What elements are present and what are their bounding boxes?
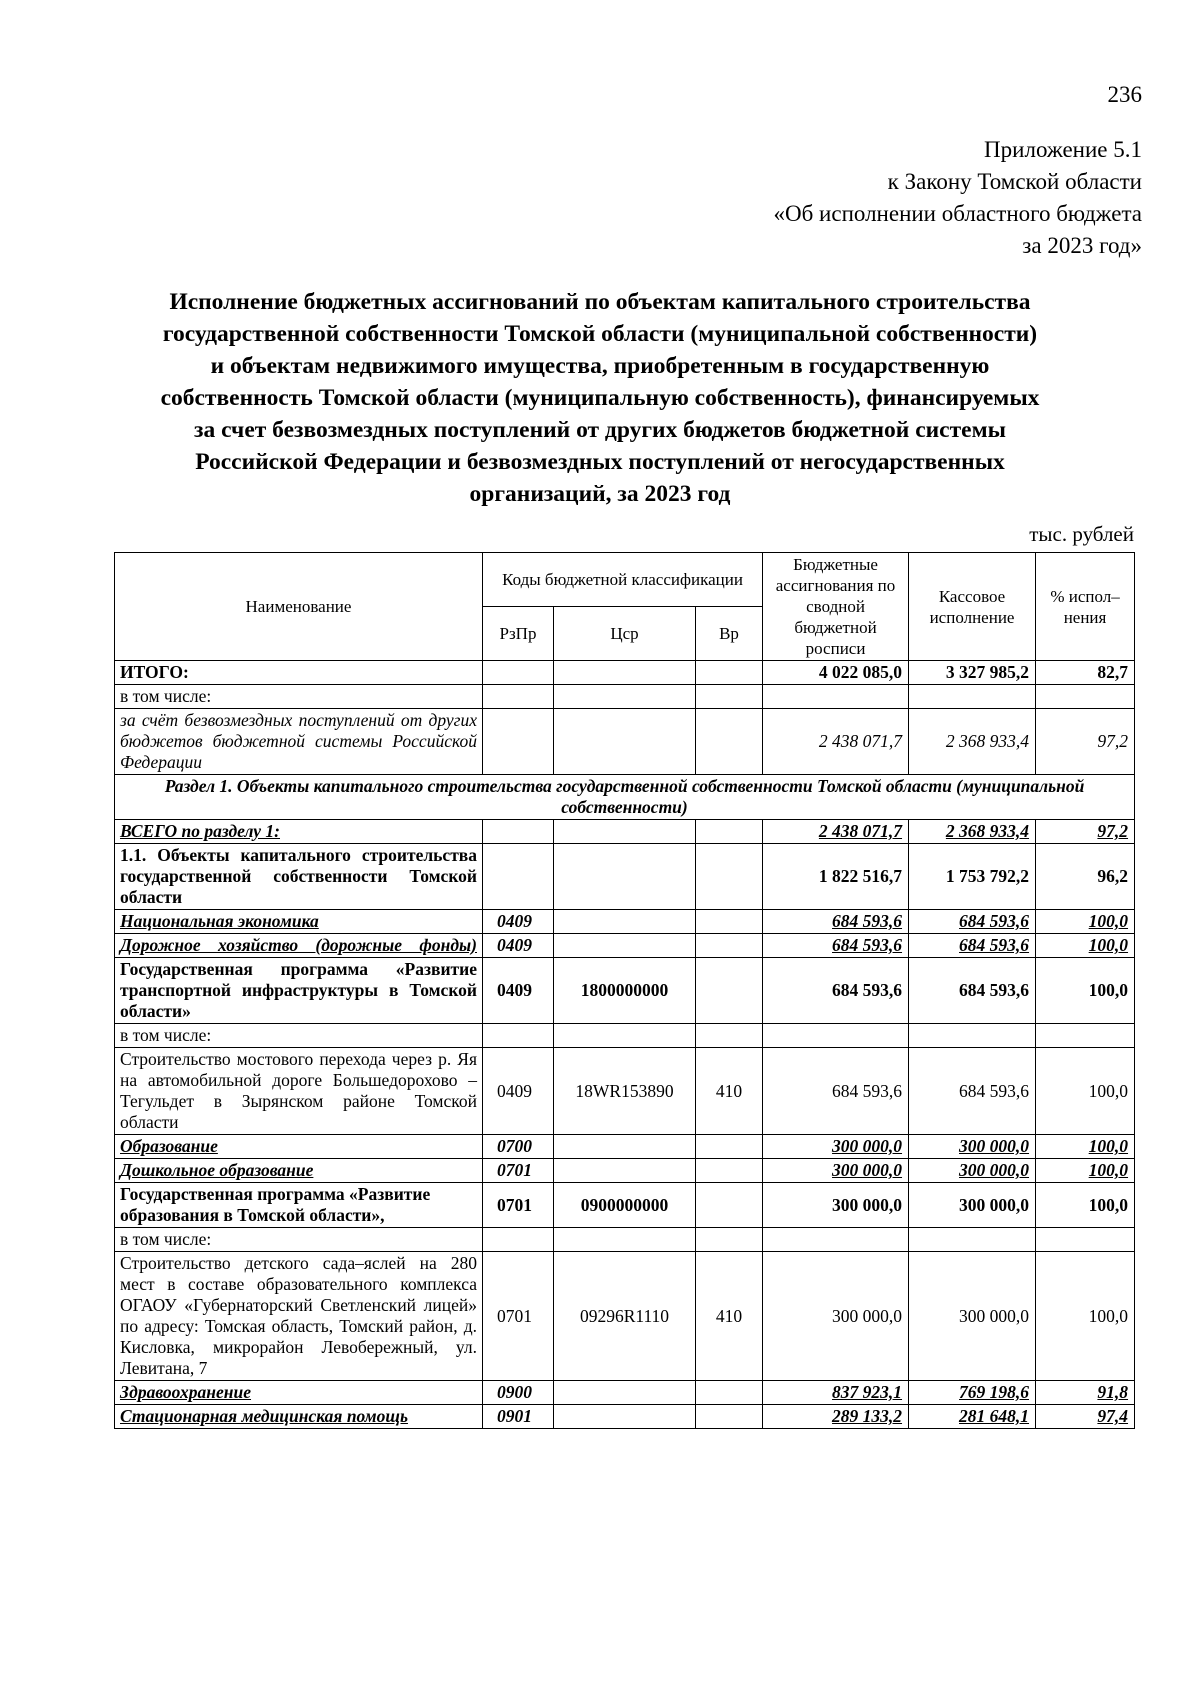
name-cell: за счёт безвозмездных поступлений от других бюджетов бюджетной системы Российской Федерации bbox=[115, 709, 483, 775]
csr-cell bbox=[554, 1405, 696, 1429]
table-row bbox=[115, 910, 1135, 934]
table-row bbox=[115, 709, 1135, 775]
vr-cell bbox=[696, 910, 763, 934]
cash-cell: 300 000,0 bbox=[909, 1183, 1036, 1228]
appendix-line: «Об исполнении областного бюджета bbox=[773, 201, 1142, 226]
name-cell: в том числе: bbox=[115, 685, 483, 709]
vr-cell bbox=[696, 844, 763, 910]
vr-cell bbox=[696, 1159, 763, 1183]
table-row bbox=[115, 1228, 1135, 1252]
assignment-cell: 300 000,0 bbox=[763, 1135, 909, 1159]
csr-cell: 0900000000 bbox=[554, 1183, 696, 1228]
vr-cell: 410 bbox=[696, 1252, 763, 1381]
percent-cell: 100,0 bbox=[1036, 910, 1135, 934]
csr-cell bbox=[554, 685, 696, 709]
header-codes: Коды бюджетной классификации bbox=[483, 553, 763, 607]
header-vr: Вр bbox=[696, 607, 763, 661]
percent-cell: 97,4 bbox=[1036, 1405, 1135, 1429]
name-cell: Строительство мостового перехода через р. Яя на автомобильной дороге Большедорохово – Тегульдет в Зырянском районе Томской области bbox=[115, 1048, 483, 1135]
percent-cell bbox=[1036, 1024, 1135, 1048]
rzpr-cell: 0701 bbox=[483, 1252, 554, 1381]
rzpr-cell bbox=[483, 1228, 554, 1252]
page-number: 236 bbox=[1107, 82, 1142, 107]
name-cell: ВСЕГО по разделу 1: bbox=[115, 820, 483, 844]
name-cell: в том числе: bbox=[115, 1228, 483, 1252]
cash-cell bbox=[909, 1228, 1036, 1252]
assignment-cell bbox=[763, 1024, 909, 1048]
header-name: Наименование bbox=[115, 553, 483, 661]
title-line: Исполнение бюджетных ассигнований по объектам капитального строительства bbox=[169, 289, 1031, 315]
table-row bbox=[115, 1183, 1135, 1228]
vr-cell bbox=[696, 1183, 763, 1228]
title-line: и объектам недвижимого имущества, приобретенным в государственную bbox=[210, 353, 990, 379]
rzpr-cell bbox=[483, 685, 554, 709]
assignment-cell: 300 000,0 bbox=[763, 1252, 909, 1381]
rzpr-cell bbox=[483, 709, 554, 775]
cash-cell: 769 198,6 bbox=[909, 1381, 1036, 1405]
csr-cell bbox=[554, 709, 696, 775]
name-cell: Национальная экономика bbox=[115, 910, 483, 934]
appendix-line: к Закону Томской области bbox=[887, 169, 1142, 194]
table-body bbox=[115, 661, 1135, 1429]
table-row bbox=[115, 934, 1135, 958]
cash-cell bbox=[909, 685, 1036, 709]
cash-cell: 1 753 792,2 bbox=[909, 844, 1036, 910]
appendix-line: Приложение 5.1 bbox=[984, 137, 1142, 162]
assignment-cell: 1 822 516,7 bbox=[763, 844, 909, 910]
rzpr-cell: 0409 bbox=[483, 934, 554, 958]
cash-cell: 300 000,0 bbox=[909, 1159, 1036, 1183]
name-cell: Государственная программа «Развитие транспортной инфраструктуры в Томской области» bbox=[115, 958, 483, 1024]
percent-cell: 82,7 bbox=[1036, 661, 1135, 685]
name-cell: в том числе: bbox=[115, 1024, 483, 1048]
assignment-cell: 289 133,2 bbox=[763, 1405, 909, 1429]
appendix-line: за 2023 год» bbox=[1022, 233, 1142, 258]
percent-cell: 97,2 bbox=[1036, 820, 1135, 844]
cash-cell: 300 000,0 bbox=[909, 1252, 1036, 1381]
assignment-cell: 2 438 071,7 bbox=[763, 820, 909, 844]
vr-cell bbox=[696, 685, 763, 709]
vr-cell bbox=[696, 1228, 763, 1252]
percent-cell: 91,8 bbox=[1036, 1381, 1135, 1405]
table-row bbox=[115, 1024, 1135, 1048]
percent-cell bbox=[1036, 685, 1135, 709]
vr-cell bbox=[696, 661, 763, 685]
percent-cell: 100,0 bbox=[1036, 934, 1135, 958]
header-cash: Кассовое исполнение bbox=[909, 553, 1036, 661]
header-assignments: Бюджетные ассигнования по сводной бюджетной росписи bbox=[763, 553, 909, 661]
vr-cell bbox=[696, 934, 763, 958]
percent-cell: 100,0 bbox=[1036, 1159, 1135, 1183]
name-cell: Стационарная медицинская помощь bbox=[115, 1405, 483, 1429]
csr-cell: 1800000000 bbox=[554, 958, 696, 1024]
percent-cell: 97,2 bbox=[1036, 709, 1135, 775]
rzpr-cell: 0409 bbox=[483, 910, 554, 934]
csr-cell: 18WR153890 bbox=[554, 1048, 696, 1135]
header-csr: Цср bbox=[554, 607, 696, 661]
csr-cell: 09296R1110 bbox=[554, 1252, 696, 1381]
table-row bbox=[115, 1048, 1135, 1135]
name-cell: Государственная программа «Развитие образования в Томской области», bbox=[115, 1183, 483, 1228]
assignment-cell: 684 593,6 bbox=[763, 1048, 909, 1135]
rzpr-cell bbox=[483, 844, 554, 910]
rzpr-cell: 0409 bbox=[483, 958, 554, 1024]
appendix-block bbox=[773, 134, 1142, 262]
percent-cell: 100,0 bbox=[1036, 1048, 1135, 1135]
csr-cell bbox=[554, 1228, 696, 1252]
table-row bbox=[115, 775, 1135, 820]
table-row bbox=[115, 958, 1135, 1024]
percent-cell: 100,0 bbox=[1036, 1252, 1135, 1381]
assignment-cell bbox=[763, 685, 909, 709]
budget-table bbox=[114, 552, 1135, 1429]
header-percent: % испол– нения bbox=[1036, 553, 1135, 661]
csr-cell bbox=[554, 1159, 696, 1183]
vr-cell: 410 bbox=[696, 1048, 763, 1135]
csr-cell bbox=[554, 844, 696, 910]
name-cell: Образование bbox=[115, 1135, 483, 1159]
csr-cell bbox=[554, 1135, 696, 1159]
rzpr-cell: 0900 bbox=[483, 1381, 554, 1405]
name-cell: ИТОГО: bbox=[115, 661, 483, 685]
csr-cell bbox=[554, 820, 696, 844]
csr-cell bbox=[554, 1381, 696, 1405]
rzpr-cell: 0701 bbox=[483, 1159, 554, 1183]
units-label: тыс. рублей bbox=[1029, 522, 1134, 546]
title-line: государственной собственности Томской области (муниципальной собственности) bbox=[162, 321, 1038, 347]
table-header bbox=[115, 553, 1135, 661]
vr-cell bbox=[696, 709, 763, 775]
name-cell: Дошкольное образование bbox=[115, 1159, 483, 1183]
title-line: организаций, за 2023 год bbox=[469, 481, 731, 507]
csr-cell bbox=[554, 1024, 696, 1048]
cash-cell bbox=[909, 1024, 1036, 1048]
table-row bbox=[115, 1135, 1135, 1159]
name-cell: Здравоохранение bbox=[115, 1381, 483, 1405]
cash-cell: 2 368 933,4 bbox=[909, 709, 1036, 775]
assignment-cell: 684 593,6 bbox=[763, 910, 909, 934]
assignment-cell: 837 923,1 bbox=[763, 1381, 909, 1405]
cash-cell: 684 593,6 bbox=[909, 1048, 1036, 1135]
cash-cell: 3 327 985,2 bbox=[909, 661, 1036, 685]
rzpr-cell: 0701 bbox=[483, 1183, 554, 1228]
assignment-cell: 300 000,0 bbox=[763, 1159, 909, 1183]
name-cell: Строительство детского сада–яслей на 280 мест в составе образовательного комплекса ОГАОУ «Губернаторский Светленский лицей» по адресу: Томская область, Томский район, д. Кисловка, микрорайон Левобережный, ул. Левитана, 7 bbox=[115, 1252, 483, 1381]
csr-cell bbox=[554, 934, 696, 958]
header-rzpr: РзПр bbox=[483, 607, 554, 661]
percent-cell: 100,0 bbox=[1036, 1183, 1135, 1228]
name-cell: 1.1. Объекты капитального строительства государственной собственности Томской области bbox=[115, 844, 483, 910]
cash-cell: 684 593,6 bbox=[909, 958, 1036, 1024]
percent-cell: 96,2 bbox=[1036, 844, 1135, 910]
cash-cell: 684 593,6 bbox=[909, 910, 1036, 934]
table-row bbox=[115, 1405, 1135, 1429]
table-row bbox=[115, 844, 1135, 910]
table-row bbox=[115, 1252, 1135, 1381]
assignment-cell: 300 000,0 bbox=[763, 1183, 909, 1228]
cash-cell: 2 368 933,4 bbox=[909, 820, 1036, 844]
rzpr-cell: 0901 bbox=[483, 1405, 554, 1429]
table-row bbox=[115, 820, 1135, 844]
csr-cell bbox=[554, 910, 696, 934]
name-cell: Дорожное хозяйство (дорожные фонды) bbox=[115, 934, 483, 958]
vr-cell bbox=[696, 820, 763, 844]
assignment-cell bbox=[763, 1228, 909, 1252]
vr-cell bbox=[696, 1405, 763, 1429]
document-title bbox=[100, 286, 1100, 510]
assignment-cell: 2 438 071,7 bbox=[763, 709, 909, 775]
rzpr-cell: 0700 bbox=[483, 1135, 554, 1159]
rzpr-cell bbox=[483, 1024, 554, 1048]
title-line: Российской Федерации и безвозмездных поступлений от негосударственных bbox=[195, 449, 1005, 475]
title-line: собственность Томской области (муниципальную собственность), финансируемых bbox=[160, 385, 1040, 411]
vr-cell bbox=[696, 958, 763, 1024]
vr-cell bbox=[696, 1024, 763, 1048]
vr-cell bbox=[696, 1135, 763, 1159]
assignment-cell: 684 593,6 bbox=[763, 958, 909, 1024]
table-row bbox=[115, 661, 1135, 685]
table-row bbox=[115, 685, 1135, 709]
vr-cell bbox=[696, 1381, 763, 1405]
rzpr-cell bbox=[483, 820, 554, 844]
cash-cell: 281 648,1 bbox=[909, 1405, 1036, 1429]
table-row bbox=[115, 1381, 1135, 1405]
section-heading: Раздел 1. Объекты капитального строительства государственной собственности Томской области (муниципальной собственности) bbox=[115, 775, 1135, 820]
percent-cell: 100,0 bbox=[1036, 1135, 1135, 1159]
table-row bbox=[115, 1159, 1135, 1183]
rzpr-cell bbox=[483, 661, 554, 685]
cash-cell: 684 593,6 bbox=[909, 934, 1036, 958]
assignment-cell: 684 593,6 bbox=[763, 934, 909, 958]
csr-cell bbox=[554, 661, 696, 685]
cash-cell: 300 000,0 bbox=[909, 1135, 1036, 1159]
title-line: за счет безвозмездных поступлений от других бюджетов бюджетной системы bbox=[194, 417, 1006, 443]
percent-cell bbox=[1036, 1228, 1135, 1252]
assignment-cell: 4 022 085,0 bbox=[763, 661, 909, 685]
percent-cell: 100,0 bbox=[1036, 958, 1135, 1024]
rzpr-cell: 0409 bbox=[483, 1048, 554, 1135]
